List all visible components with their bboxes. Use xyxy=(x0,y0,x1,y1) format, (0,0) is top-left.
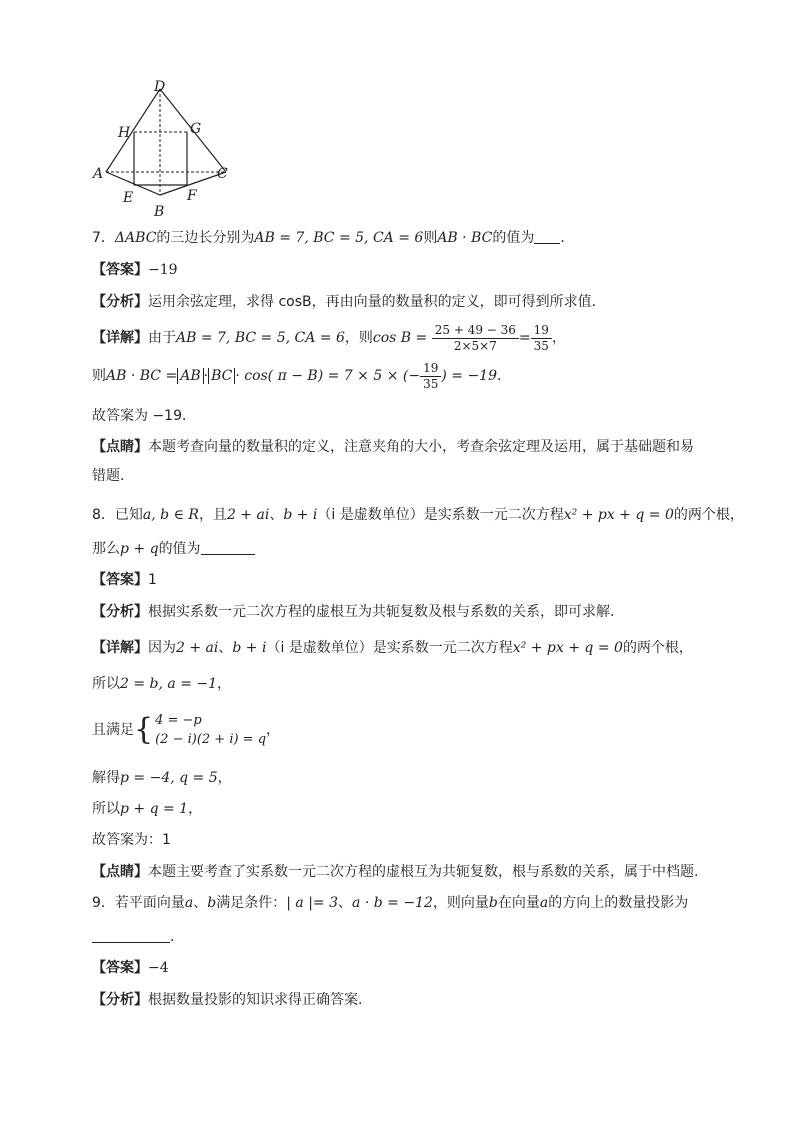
q8-equation: x² + px + q = 0 xyxy=(563,507,674,523)
q7-fraction-2 xyxy=(531,323,552,354)
q8-number: 8． xyxy=(92,507,115,523)
q9-stem xyxy=(92,893,688,913)
q7-comma: ， xyxy=(551,330,566,346)
q9-blank-line xyxy=(92,927,174,947)
q7-frac2-den: 35 xyxy=(533,338,549,353)
q7-condition: AB = 7, BC = 5, CA = 6 xyxy=(254,230,424,246)
q9-end: . xyxy=(170,929,175,945)
q7-detail-text: 由于 xyxy=(148,330,176,346)
q7-abs-ab: AB xyxy=(177,368,203,384)
q9-vec-b: b xyxy=(207,895,217,911)
q7-analysis xyxy=(92,292,606,312)
q7-fraction-1 xyxy=(432,323,519,354)
q8-detail-text: （i 是虚数单位）是实系数一元二次方程 xyxy=(266,640,513,656)
q8-value-text: 的值为 xyxy=(158,541,201,557)
pyramid-figure xyxy=(90,75,240,225)
q8-analysis-text: 根据实系数一元二次方程的虚根互为共轭复数及根与系数的关系，即可求解. xyxy=(148,604,615,620)
q7-triangle: ΔABC xyxy=(114,230,157,246)
q9-sep-2: 、 xyxy=(338,895,353,911)
q8-detail-2 xyxy=(92,674,231,694)
label-h: H xyxy=(118,125,131,141)
q7-vector-product: AB · BC xyxy=(437,230,493,246)
q7-comment-text-2: 错题． xyxy=(92,468,134,484)
q9-stem-text: 若平面向量 xyxy=(114,895,185,911)
q7-abs-bc: BC xyxy=(208,368,235,384)
q8-sep: 、 xyxy=(269,507,284,523)
q7-detail-2 xyxy=(92,358,501,394)
q7-cos-expr: · cos( π − B) = 7 × 5 × (− xyxy=(235,368,421,384)
label-b: B xyxy=(154,204,165,220)
q9-stem-text-5: 的方向上的数量投影为 xyxy=(548,895,689,911)
q8-stem-2 xyxy=(92,539,255,559)
q9-answer xyxy=(92,958,169,978)
q7-frac1-num: 25 + 49 − 36 xyxy=(432,323,519,339)
q8-conclusion xyxy=(92,830,171,850)
q7-vector-product-2: AB · BC = xyxy=(106,368,178,384)
analysis-tag: 【分析】 xyxy=(92,992,148,1008)
q7-then-2: 则 xyxy=(92,368,106,384)
q9-answer-value: −4 xyxy=(148,960,169,976)
q7-value-text: 的值为 xyxy=(492,230,535,246)
q9-analysis-text: 根据数量投影的知识求得正确答案. xyxy=(148,992,363,1008)
label-e: E xyxy=(123,190,134,206)
q7-answer-value: −19 xyxy=(148,262,178,278)
q7-frac1-den: 2×5×7 xyxy=(453,338,497,353)
q8-stem-text-3: 的两个根， xyxy=(673,507,744,523)
q8-root-1: 2 + ai xyxy=(226,507,270,523)
q7-stem-text: 的三边长分别为 xyxy=(156,230,255,246)
q8-pq: p + q xyxy=(120,541,159,557)
q8-comma-4: ， xyxy=(188,801,203,817)
q8-and: ，且 xyxy=(198,507,227,523)
q8-detail-1 xyxy=(92,638,693,658)
q9-vec-a-2: a xyxy=(539,895,549,911)
q8-blank xyxy=(201,540,255,555)
q8-comment xyxy=(92,862,698,882)
q8-comma-3: ， xyxy=(217,770,232,786)
q7-detail-then: ，则 xyxy=(344,330,373,346)
q8-detail-sep: 、 xyxy=(218,640,233,656)
q8-stem-text-2: （i 是虚数单位）是实系数一元二次方程 xyxy=(317,507,564,523)
q7-number: 7． xyxy=(92,230,115,246)
q8-system xyxy=(155,711,266,749)
q9-cond-1: | a |= 3 xyxy=(286,895,339,911)
q8-answer-value: 1 xyxy=(148,572,157,588)
q7-comment-2 xyxy=(92,466,134,486)
q8-detail-5 xyxy=(92,799,202,819)
q8-p-q-values: p = −4, q = 5 xyxy=(120,770,218,786)
label-c: C xyxy=(217,166,228,182)
q8-analysis xyxy=(92,602,614,622)
q9-stem-text-2: 满足条件： xyxy=(216,895,287,911)
q8-detail-3 xyxy=(92,708,280,752)
q8-system-eq-2: (2 − i)(2 + i) = q xyxy=(155,732,267,747)
analysis-tag: 【分析】 xyxy=(92,604,148,620)
q8-so: 所以 xyxy=(92,676,120,692)
q8-detail-equation: x² + px + q = 0 xyxy=(512,640,623,656)
q7-stem xyxy=(92,228,574,248)
q8-root-2: b + i xyxy=(283,507,318,523)
q7-end: ． xyxy=(560,230,575,246)
q7-detail-1 xyxy=(92,320,566,356)
q8-answer xyxy=(92,570,157,590)
q8-detail-root-1: 2 + ai xyxy=(176,640,219,656)
q7-result: ) = −19. xyxy=(441,368,502,384)
q8-b-a-values: 2 = b, a = −1 xyxy=(120,676,218,692)
q7-conclusion xyxy=(92,406,196,426)
q8-ab-real: a, b ∈ R xyxy=(142,507,199,523)
label-d: D xyxy=(154,79,166,95)
q8-then: 那么 xyxy=(92,541,120,557)
q8-stem-text: 已知 xyxy=(114,507,143,523)
comment-tag: 【点睛】 xyxy=(92,864,148,880)
analysis-tag: 【分析】 xyxy=(92,294,148,310)
q8-satisfy: 且满足 xyxy=(92,722,134,738)
comment-tag: 【点睛】 xyxy=(92,439,148,455)
q7-conclusion-text: 故答案为 −19． xyxy=(92,408,196,424)
system-brace: { xyxy=(134,712,154,747)
q7-fraction-3 xyxy=(420,361,441,392)
q9-vec-a: a xyxy=(184,895,194,911)
answer-tag: 【答案】 xyxy=(92,572,148,588)
label-f: F xyxy=(187,188,197,204)
q9-stem-text-4: 在向量 xyxy=(497,895,540,911)
q9-stem-text-3: ，则向量 xyxy=(432,895,489,911)
q7-equals: = xyxy=(518,330,531,346)
q8-detail-root-2: b + i xyxy=(232,640,267,656)
q7-frac3-den: 35 xyxy=(423,376,439,391)
q8-so-2: 所以 xyxy=(92,801,120,817)
detail-tag: 【详解】 xyxy=(92,330,148,346)
q8-because: 因为 xyxy=(148,640,176,656)
q7-cosb: cos B = xyxy=(372,330,428,346)
answer-tag: 【答案】 xyxy=(92,262,148,278)
q8-sum: p + q = 1 xyxy=(120,801,189,817)
q8-comment-text: 本题主要考查了实系数一元二次方程的虚根互为共轭复数，根与系数的关系，属于中档题. xyxy=(148,864,699,880)
q7-answer xyxy=(92,260,178,280)
q7-frac2-num: 19 xyxy=(531,323,552,339)
q9-analysis xyxy=(92,990,362,1010)
q8-conclusion-text: 故答案为：1 xyxy=(92,832,171,848)
q7-then: 则 xyxy=(423,230,438,246)
q9-cond-2: a · b = −12 xyxy=(352,895,433,911)
q7-comment-text: 本题考查向量的数量积的定义，注意夹角的大小，考查余弦定理及运用，属于基础题和易 xyxy=(148,439,694,455)
q7-dot: · xyxy=(203,368,209,384)
q8-comma: ， xyxy=(217,676,232,692)
q8-detail-4 xyxy=(92,768,232,788)
q8-stem-1 xyxy=(92,505,744,525)
label-g: G xyxy=(190,121,202,137)
detail-tag: 【详解】 xyxy=(92,640,148,656)
answer-tag: 【答案】 xyxy=(92,960,148,976)
q8-system-eq-1: 4 = −p xyxy=(155,713,202,728)
q7-blank xyxy=(534,229,560,244)
q8-comma-2: ， xyxy=(266,722,281,738)
q7-comment-1 xyxy=(92,437,694,457)
q7-frac3-num: 19 xyxy=(420,361,441,377)
q8-solve: 解得 xyxy=(92,770,120,786)
q9-blank xyxy=(92,928,170,943)
q8-detail-text-2: 的两个根， xyxy=(622,640,693,656)
q7-analysis-text: 运用余弦定理，求得 cosB，再由向量的数量积的定义，即可得到所求值． xyxy=(148,294,606,310)
q9-number: 9． xyxy=(92,895,115,911)
q9-sep: 、 xyxy=(193,895,208,911)
label-a: A xyxy=(93,166,104,182)
q9-vec-b-2: b xyxy=(488,895,498,911)
q7-detail-condition: AB = 7, BC = 5, CA = 6 xyxy=(176,330,345,346)
